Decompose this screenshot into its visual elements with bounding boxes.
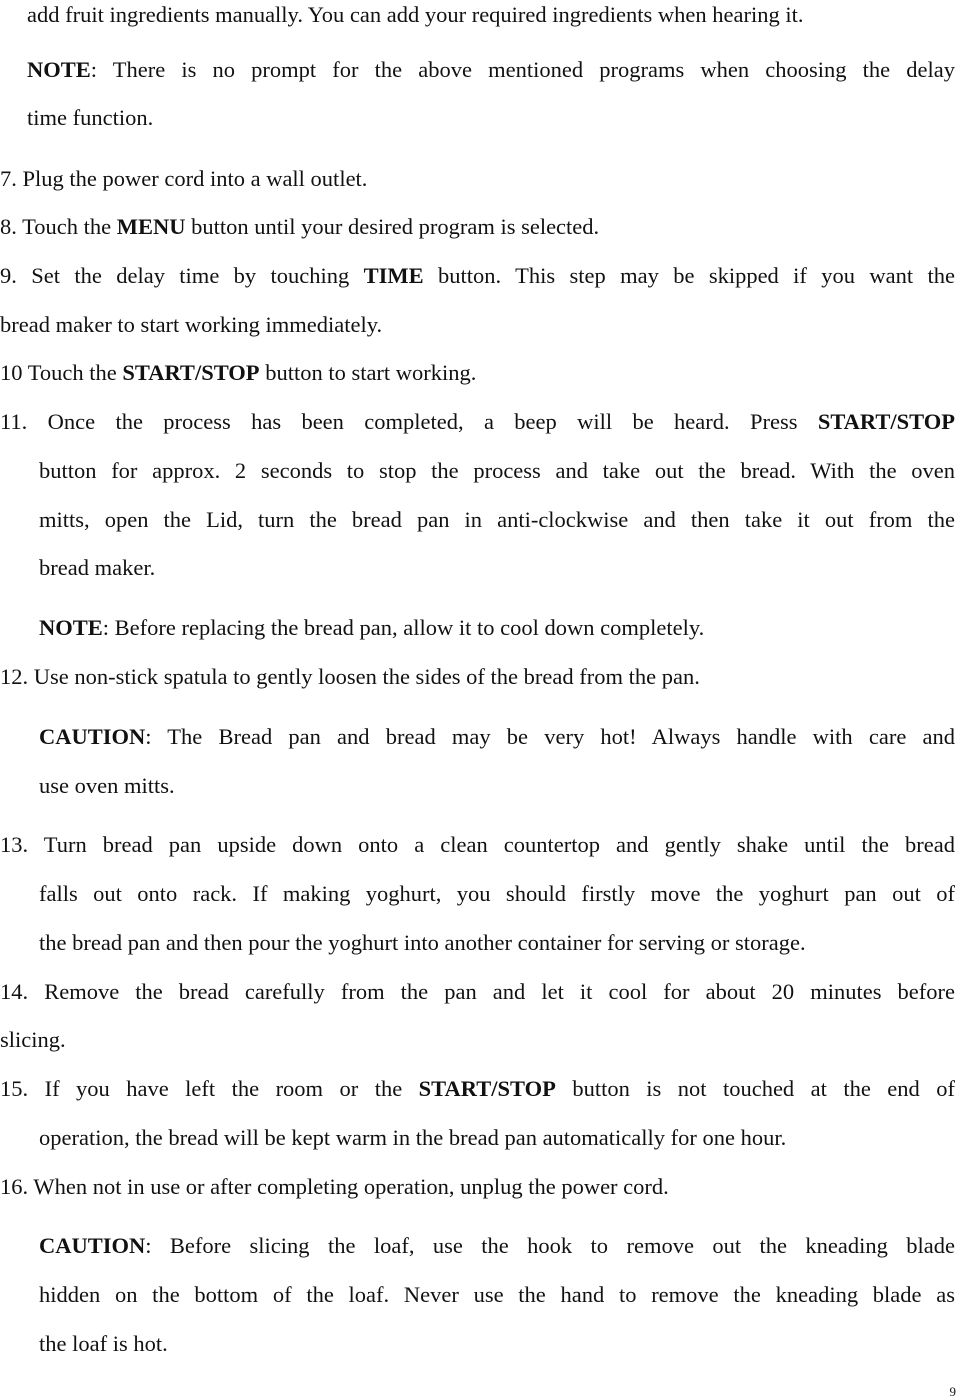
text-line xyxy=(27,0,803,30)
text-line xyxy=(0,1172,669,1202)
bold-term: NOTE xyxy=(39,615,103,640)
text-line xyxy=(0,1025,66,1055)
text-run: button. This step may be skipped if you want the xyxy=(423,263,956,288)
text-run: 13. Turn bread pan upside down onto a clean countertop and gently shake until the bread xyxy=(0,832,955,857)
text-line xyxy=(0,212,599,242)
text-run: operation, the bread will be kept warm in the bread pan automatically for one hour. xyxy=(39,1125,787,1150)
text-line xyxy=(0,358,476,388)
text-line xyxy=(39,1231,955,1261)
text-run: hidden on the bottom of the loaf. Never use the hand to remove the kneading blade as xyxy=(39,1282,955,1307)
bold-term: CAUTION xyxy=(39,724,146,749)
text-run: : The Bread pan and bread may be very hot! Always handle with care and xyxy=(145,724,955,749)
text-run: slicing. xyxy=(0,1027,66,1052)
bold-term: START/STOP xyxy=(817,409,955,434)
text-run: 7. Plug the power cord into a wall outlet. xyxy=(0,166,368,191)
text-run: 8. Touch the xyxy=(0,214,117,239)
text-run: the bread pan and then pour the yoghurt into another container for serving or storage. xyxy=(39,930,806,955)
bold-term: TIME xyxy=(363,263,424,288)
text-line xyxy=(39,928,806,958)
text-line xyxy=(39,1123,786,1153)
text-line xyxy=(39,879,955,909)
text-line xyxy=(0,1074,955,1104)
text-run: : There is no prompt for the above mentioned programs when choosing the delay xyxy=(90,57,955,82)
text-line xyxy=(27,55,955,85)
bold-term: NOTE xyxy=(27,57,91,82)
text-line xyxy=(39,456,955,486)
text-run: use oven mitts. xyxy=(39,773,175,798)
text-run: 14. Remove the bread carefully from the pan and let it cool for about 20 minutes before xyxy=(0,979,955,1004)
text-line xyxy=(39,722,955,752)
text-run: 9. Set the delay time by touching xyxy=(0,263,364,288)
text-line xyxy=(0,977,955,1007)
text-line xyxy=(0,407,955,437)
text-run: : Before replacing the bread pan, allow it to cool down completely. xyxy=(102,615,705,640)
text-line xyxy=(0,164,367,194)
bold-term: MENU xyxy=(116,214,186,239)
text-run: 16. When not in use or after completing operation, unplug the power cord. xyxy=(0,1174,669,1199)
page-number: 9 xyxy=(949,1384,956,1399)
text-run: button until your desired program is selected. xyxy=(185,214,600,239)
text-line xyxy=(39,613,704,643)
text-run: bread maker. xyxy=(39,555,156,580)
text-line xyxy=(39,505,955,535)
text-run: 15. If you have left the room or the xyxy=(0,1076,419,1101)
text-line xyxy=(39,1329,168,1359)
text-run: button for approx. 2 seconds to stop the process and take out the bread. With the oven xyxy=(39,458,955,483)
bold-term: START/STOP xyxy=(418,1076,556,1101)
text-run: 11. Once the process has been completed, a beep will be heard. Press xyxy=(0,409,818,434)
text-line xyxy=(27,103,153,133)
text-run: 12. Use non-stick spatula to gently loosen the sides of the bread from the pan. xyxy=(0,664,700,689)
text-run: falls out onto rack. If making yoghurt, you should firstly move the yoghurt pan out of xyxy=(39,881,955,906)
text-run: button is not touched at the end of xyxy=(555,1076,955,1101)
text-line xyxy=(0,830,955,860)
text-line xyxy=(0,662,700,692)
text-line xyxy=(39,1280,955,1310)
text-run: time function. xyxy=(27,105,154,130)
text-run: button to start working. xyxy=(259,360,477,385)
text-run: the loaf is hot. xyxy=(39,1331,168,1356)
text-run: : Before slicing the loaf, use the hook to remove out the kneading blade xyxy=(145,1233,955,1258)
text-line xyxy=(0,261,955,291)
text-run: 10 Touch the xyxy=(0,360,123,385)
bold-term: START/STOP xyxy=(122,360,260,385)
text-run: add fruit ingredients manually. You can add your required ingredients when hearing it. xyxy=(27,2,804,27)
text-run: mitts, open the Lid, turn the bread pan in anti-clockwise and then take it out from the xyxy=(39,507,955,532)
text-line xyxy=(0,310,382,340)
bold-term: CAUTION xyxy=(39,1233,146,1258)
text-run: bread maker to start working immediately. xyxy=(0,312,383,337)
text-line xyxy=(39,771,175,801)
text-line xyxy=(39,553,155,583)
